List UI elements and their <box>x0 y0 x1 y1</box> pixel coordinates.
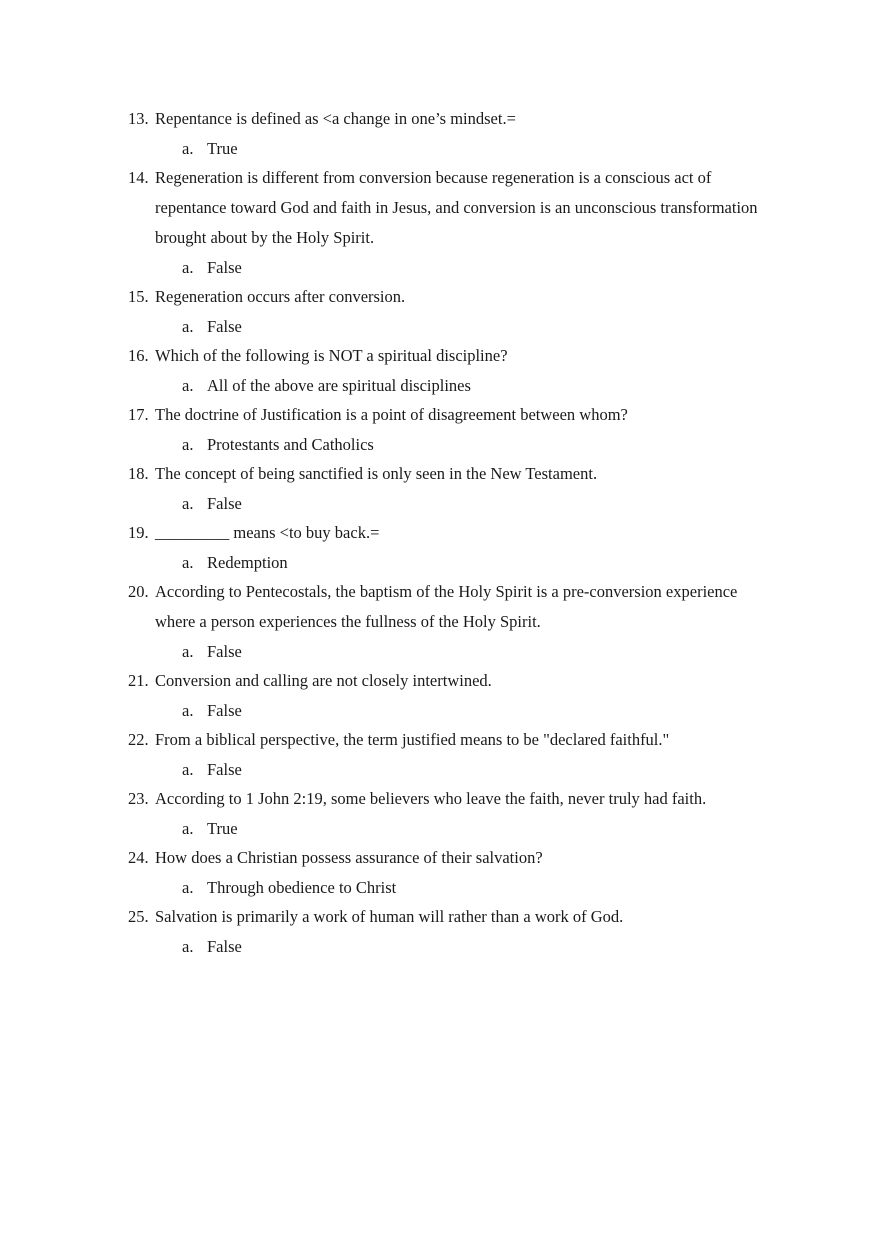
question-item <box>128 577 778 666</box>
answer-letter: a. <box>182 937 194 956</box>
answer-text: All of the above are spiritual disciplines <box>207 376 471 395</box>
question-text: Conversion and calling are not closely intertwined. <box>155 671 492 690</box>
answer-text: True <box>207 819 238 838</box>
answer-text: False <box>207 642 242 661</box>
question-text: According to Pentecostals, the baptism of the Holy Spirit is a pre-conversion experience where a person experiences the fullness of the Holy Spirit. <box>155 582 742 631</box>
question-text: Repentance is defined as <a change in one’s mindset.= <box>155 109 516 128</box>
question-text: _________ means <to buy back.= <box>155 523 380 542</box>
answer-letter: a. <box>182 642 194 661</box>
question-number: 16. <box>128 346 149 365</box>
answer-letter: a. <box>182 139 194 158</box>
question-list <box>128 104 778 961</box>
question-text: The doctrine of Justification is a point of disagreement between whom? <box>155 405 628 424</box>
question-number: 14. <box>128 168 149 187</box>
question-item <box>128 784 778 843</box>
question-number: 24. <box>128 848 149 867</box>
answer-letter: a. <box>182 435 194 454</box>
question-number: 18. <box>128 464 149 483</box>
question-text: The concept of being sanctified is only seen in the New Testament. <box>155 464 598 483</box>
question-text: Salvation is primarily a work of human will rather than a work of God. <box>155 907 624 926</box>
answer-text: False <box>207 701 242 720</box>
question-number: 22. <box>128 730 149 749</box>
question-number: 19. <box>128 523 149 542</box>
answer-text: False <box>207 258 242 277</box>
question-text: Which of the following is NOT a spiritual discipline? <box>155 346 508 365</box>
question-item <box>128 341 778 400</box>
question-number: 13. <box>128 109 149 128</box>
question-item <box>128 400 778 459</box>
question-text: From a biblical perspective, the term justified means to be "declared faithful." <box>155 730 670 749</box>
answer-text: Through obedience to Christ <box>207 878 397 897</box>
question-number: 25. <box>128 907 149 926</box>
question-item <box>128 902 778 961</box>
answer-letter: a. <box>182 760 194 779</box>
question-item <box>128 725 778 784</box>
answer-text: False <box>207 937 242 956</box>
answer-letter: a. <box>182 701 194 720</box>
answer-letter: a. <box>182 258 194 277</box>
question-text: How does a Christian possess assurance of their salvation? <box>155 848 543 867</box>
answer-letter: a. <box>182 878 194 897</box>
answer-letter: a. <box>182 819 194 838</box>
question-item <box>128 282 778 341</box>
answer-text: Redemption <box>207 553 288 572</box>
answer-letter: a. <box>182 494 194 513</box>
question-item <box>128 666 778 725</box>
answer-text: False <box>207 760 242 779</box>
answer-text: False <box>207 317 242 336</box>
answer-letter: a. <box>182 376 194 395</box>
question-text: Regeneration occurs after conversion. <box>155 287 406 306</box>
question-text: Regeneration is different from conversion because regeneration is a conscious act of repentance toward God and faith in Jesus, and conversion is an unconscious transformation brought about by the Holy Spirit. <box>155 168 762 247</box>
question-number: 15. <box>128 287 149 306</box>
answer-text: Protestants and Catholics <box>207 435 374 454</box>
answer-letter: a. <box>182 553 194 572</box>
question-number: 23. <box>128 789 149 808</box>
question-item <box>128 459 778 518</box>
question-item <box>128 518 778 577</box>
answer-text: False <box>207 494 242 513</box>
answer-letter: a. <box>182 317 194 336</box>
question-number: 17. <box>128 405 149 424</box>
answer-text: True <box>207 139 238 158</box>
question-text: According to 1 John 2:19, some believers who leave the faith, never truly had faith. <box>155 789 707 808</box>
question-item <box>128 104 778 163</box>
question-item <box>128 843 778 902</box>
question-item <box>128 163 778 282</box>
question-number: 20. <box>128 582 149 601</box>
question-number: 21. <box>128 671 149 690</box>
